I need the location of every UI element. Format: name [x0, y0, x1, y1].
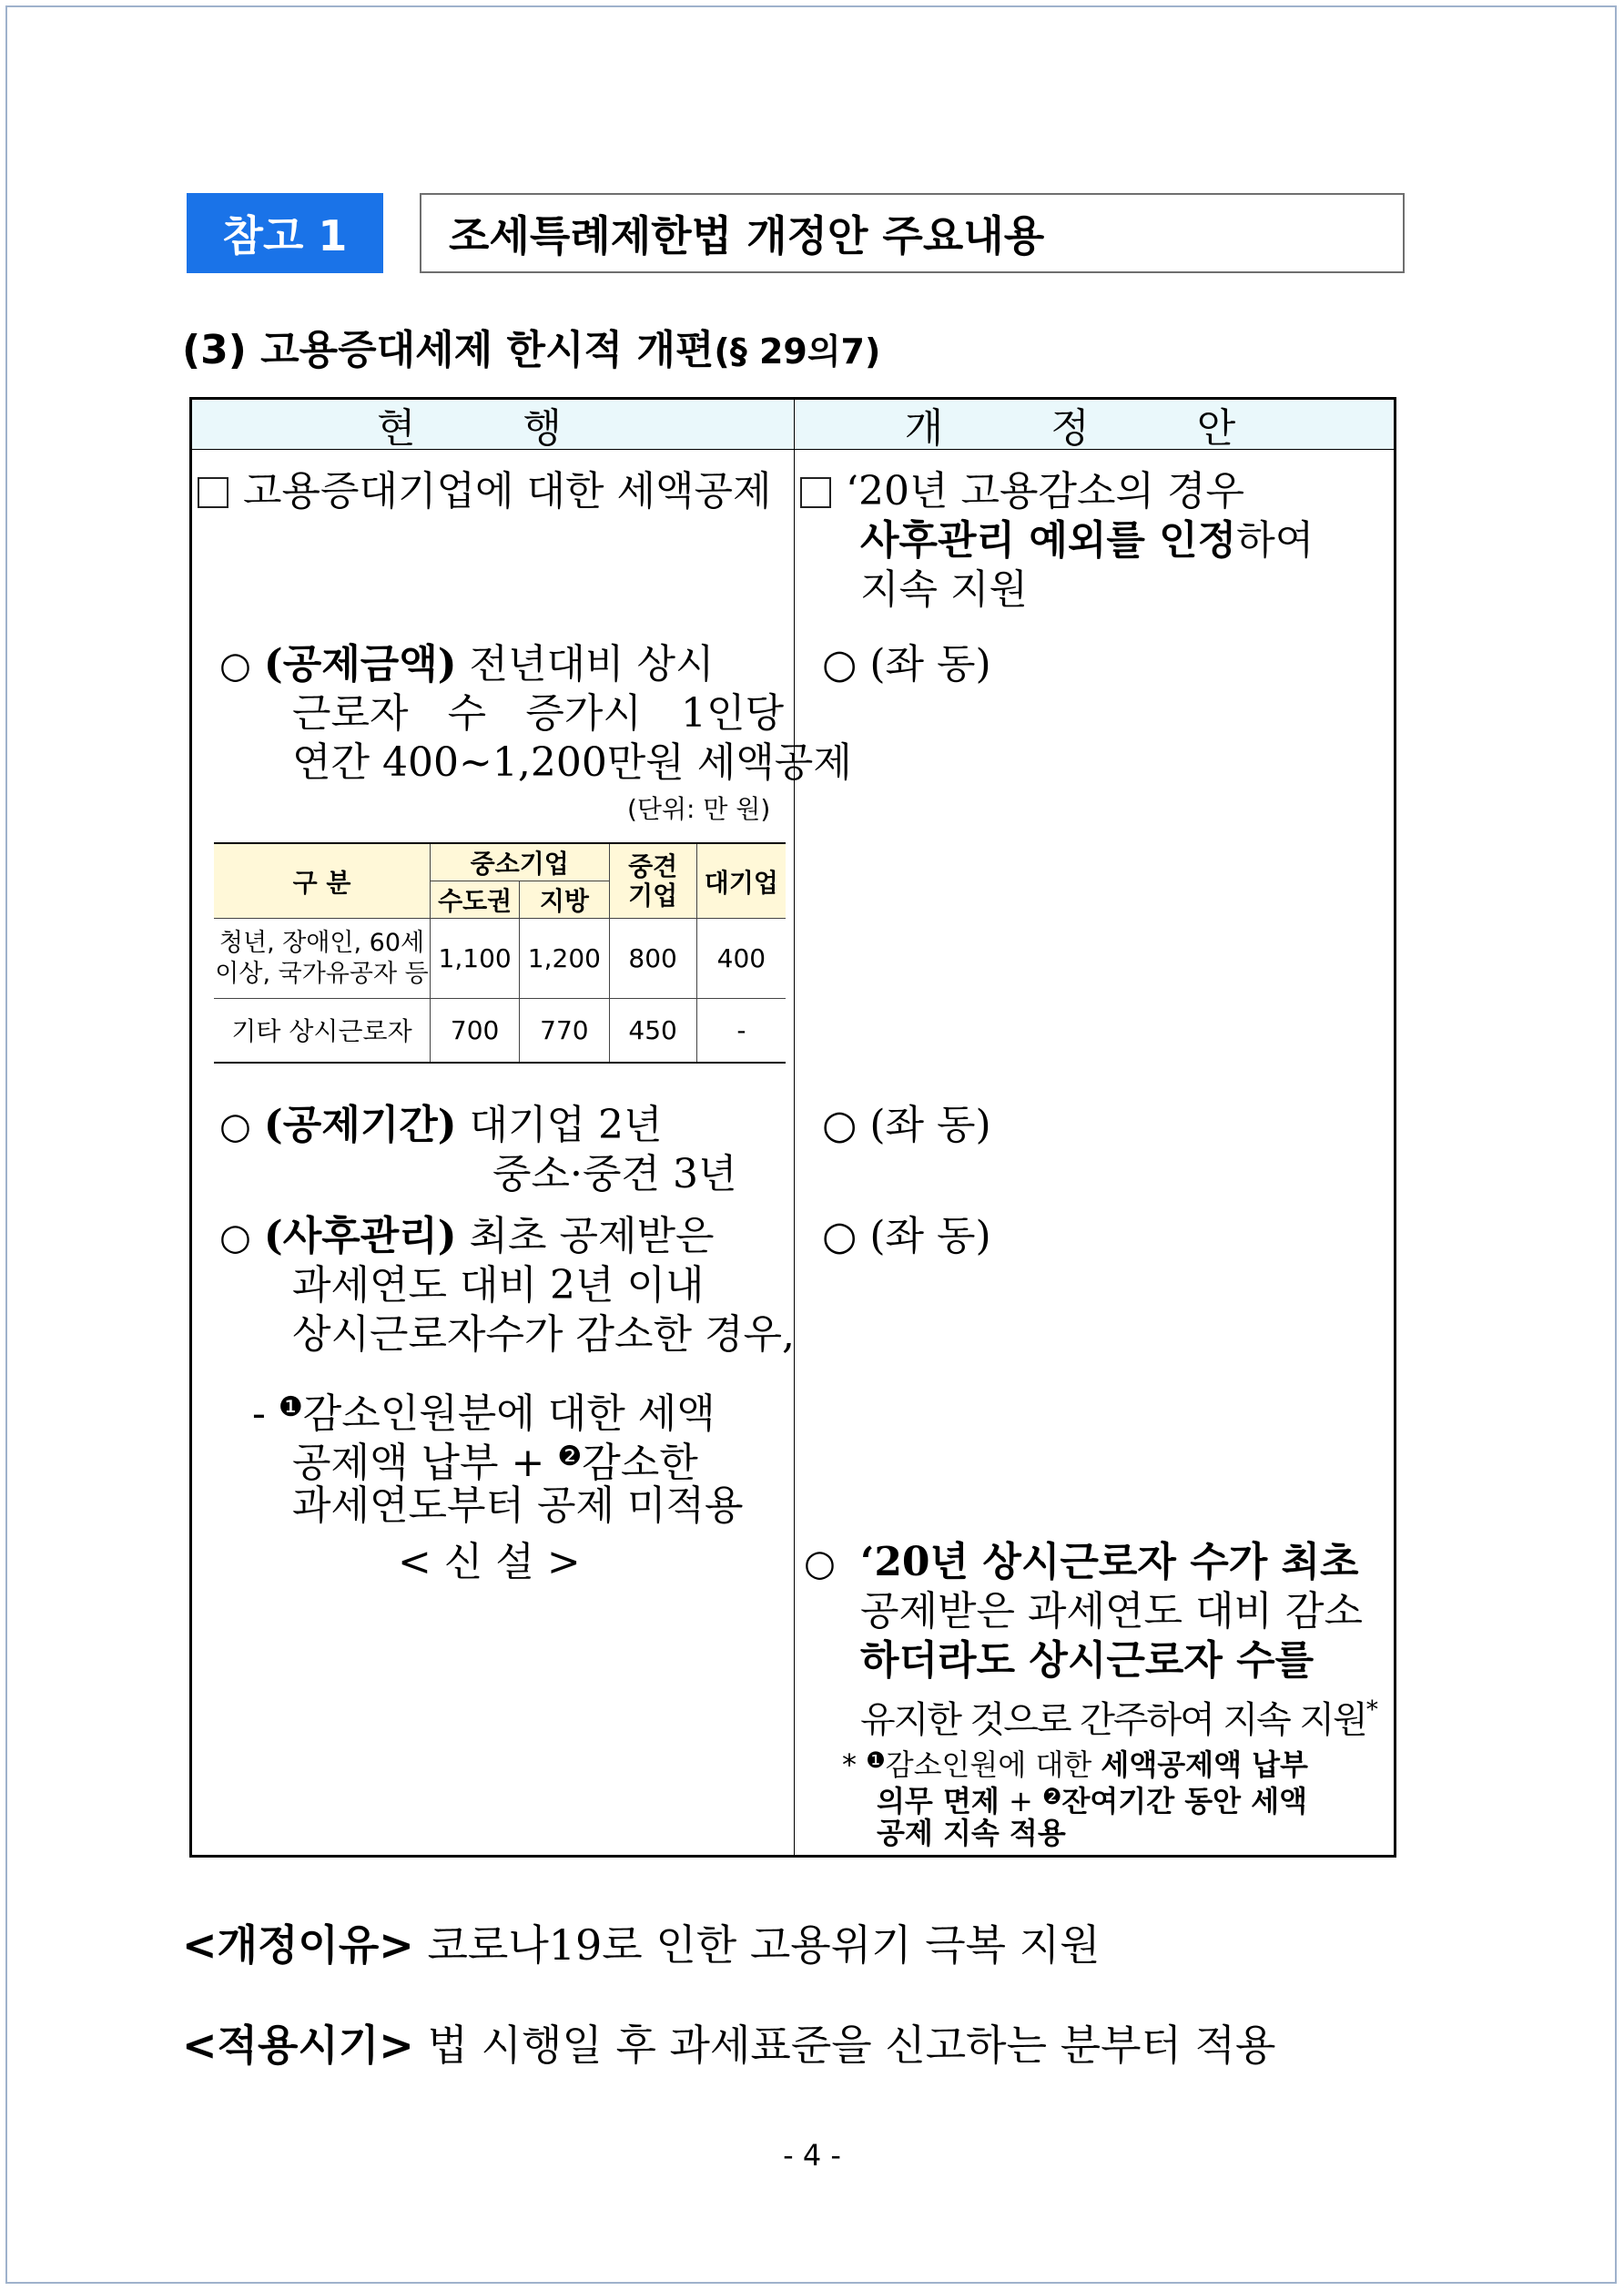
inner-header-local: 지방 [520, 881, 609, 919]
new-provision-label: < 신 설 > [398, 1539, 581, 1585]
after-label: (사후관리) [263, 1213, 457, 1259]
amount-label: (공제금액) [263, 641, 457, 687]
dash-marker: - [252, 1390, 266, 1437]
after-text-1: 최초 공제받은 [456, 1213, 715, 1259]
unit-label: (단위: 만 원) [627, 794, 771, 824]
note-text-1b: 세액공제액 납부 [1101, 1747, 1308, 1782]
right-item-1-line-2 [860, 516, 1314, 565]
new-line-1: ‘20년 상시근로자 수가 최초 [860, 1539, 1359, 1585]
new-line-4 [860, 1685, 1376, 1745]
right-item-1-text-c: 하여 [1236, 517, 1314, 564]
page-number: - 4 - [783, 2138, 841, 2173]
comparison-table [189, 397, 1396, 1858]
number-1-icon: ❶ [866, 1747, 886, 1773]
number-2-icon: ❷ [1041, 1784, 1062, 1809]
table-cell-local: 1,200 [520, 919, 609, 999]
right-item-1-line-3: 지속 지원 [860, 566, 1029, 613]
period-label: (공제기간) [263, 1102, 457, 1148]
after-line-3: 상시근로자수가 감소한 경우, [292, 1311, 796, 1358]
section-heading [182, 317, 880, 375]
table-cell-category: 청년, 장애인, 60세 이상, 국가유공자 등 [214, 919, 431, 999]
inner-header-large: 대기업 [696, 843, 786, 919]
dash-line-1 [252, 1383, 716, 1439]
header-revised: 개 정 안 [904, 405, 1284, 452]
table-cell-capital: 700 [431, 999, 520, 1063]
dash-text-2b: 감소한 [582, 1440, 698, 1486]
same-as-left-2: ○ (좌 동) [822, 1102, 991, 1148]
section-heading-ref: (§ 29의7) [714, 331, 881, 372]
table-cell-local: 770 [520, 999, 609, 1063]
right-item-1-text: ‘20년 고용감소의 경우 [846, 468, 1244, 514]
bullet-circle-icon: ○ [219, 645, 251, 687]
header-current: 현 행 [377, 405, 609, 452]
note-text-2c: 잔여기간 동안 세액 [1061, 1784, 1308, 1818]
left-item-1-text: 고용증대기업에 대한 세액공제 [243, 468, 772, 514]
table-cell-large: 400 [696, 919, 786, 999]
note-line-1 [842, 1742, 1308, 1783]
after-line-1 [219, 1212, 715, 1262]
effective-line [182, 2012, 1275, 2072]
left-item-1 [198, 467, 772, 516]
period-line-1 [219, 1101, 663, 1151]
number-1-icon: ❶ [278, 1391, 303, 1423]
note-text-2a: 의무 면제 [877, 1784, 1000, 1818]
table-cell-mid: 800 [609, 919, 696, 999]
note-star: * [842, 1747, 857, 1782]
effective-text: 법 시행일 후 과세표준을 신고하는 분부터 적용 [413, 2021, 1276, 2070]
same-as-left-1: ○ (좌 동) [822, 641, 991, 687]
amount-line-2: 근로자 수 증가시 1인당 [292, 690, 784, 737]
footnote-star: * [1365, 1696, 1376, 1724]
effective-label: <적용시기> [182, 2021, 414, 2070]
right-item-1-bold-b: 인정 [1159, 517, 1237, 564]
dash-text-1: 감소인원분에 대한 세액 [302, 1390, 716, 1437]
new-line-2: 공제받은 과세연도 대비 감소 [860, 1588, 1364, 1634]
section-heading-main: (3) 고용증대세제 한시적 개편 [182, 327, 715, 373]
table-cell-category: 기타 상시근로자 [214, 999, 431, 1063]
inner-header-mid: 중견 기업 [609, 843, 696, 919]
right-item-1-line-1 [800, 467, 1244, 516]
dash-text-2a: 공제액 납부 + [292, 1440, 558, 1486]
table-cell-capital: 1,100 [431, 919, 520, 999]
dash-line-3: 과세연도부터 공제 미적용 [292, 1482, 744, 1529]
table-cell-large: - [696, 999, 786, 1063]
table-header-row [192, 400, 1394, 450]
reference-label: 참고 1 [187, 193, 383, 273]
period-text-1: 대기업 2년 [456, 1102, 663, 1148]
period-line-2: 중소·중견 3년 [492, 1151, 737, 1197]
reason-text: 코로나19로 인한 고용위기 극복 지원 [413, 1920, 1101, 1970]
new-line-4-text: 유지한 것으로 간주하여 지속 지원 [860, 1699, 1366, 1741]
right-item-1-bold-a: 사후관리 예외를 [860, 517, 1160, 564]
note-text-2b: + [999, 1784, 1042, 1818]
dash-line-2 [292, 1432, 698, 1488]
bullet-circle-icon: ○ [219, 1217, 251, 1258]
deduction-amount-table [214, 842, 786, 1064]
after-line-2: 과세연도 대비 2년 이내 [292, 1262, 705, 1308]
number-2-icon: ❷ [557, 1441, 583, 1472]
inner-header-sme: 중소기업 [431, 843, 610, 881]
column-divider [794, 400, 795, 1855]
note-line-2 [877, 1778, 1307, 1819]
new-bullet [804, 1538, 836, 1588]
new-line-3: 하더라도 상시근로자 수를 [860, 1637, 1314, 1684]
note-text-1a: 감소인원에 대한 [885, 1747, 1101, 1782]
bullet-circle-icon: ○ [219, 1105, 251, 1147]
reference-title: 조세특례제한법 개정안 주요내용 [420, 193, 1405, 273]
note-line-3: 공제 지속 적용 [877, 1816, 1066, 1850]
amount-text-1: 전년대비 상시 [456, 641, 715, 687]
reason-label: <개정이유> [182, 1920, 414, 1970]
bullet-circle-icon: ○ [804, 1543, 836, 1584]
amount-line-3: 연간 400~1,200만원 세액공제 [292, 739, 852, 786]
same-as-left-3: ○ (좌 동) [822, 1213, 991, 1259]
checkbox-square-icon [800, 477, 831, 508]
amount-line-1 [219, 640, 715, 690]
table-cell-mid: 450 [609, 999, 696, 1063]
reason-line [182, 1912, 1101, 1972]
checkbox-square-icon [198, 477, 228, 508]
inner-header-category: 구 분 [214, 843, 431, 919]
inner-header-capital: 수도권 [431, 881, 520, 919]
